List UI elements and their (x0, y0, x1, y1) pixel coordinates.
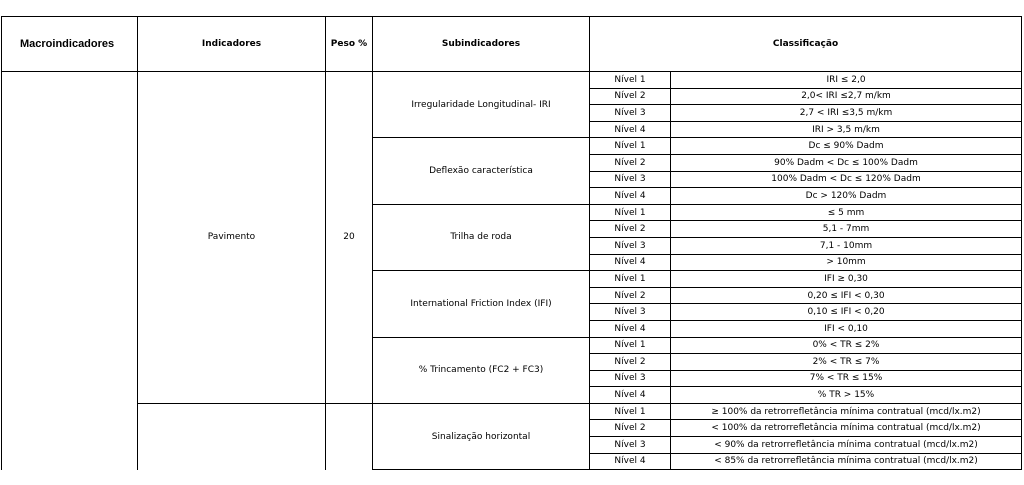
classificacao-cell: < 85% da retrorrefletância mínima contratual (mcd/lx.m2) (671, 453, 1022, 470)
classificacao-cell: 2,0< IRI ≤2,7 m/km (671, 88, 1022, 105)
nivel-cell: Nível 1 (590, 403, 671, 420)
header-peso: Peso % (326, 17, 373, 72)
classificacao-cell: 7% < TR ≤ 15% (671, 370, 1022, 387)
header-row (2, 17, 1022, 72)
header-subindicadores: Subindicadores (373, 17, 590, 72)
nivel-cell: Nível 3 (590, 171, 671, 188)
nivel-cell: Nível 4 (590, 320, 671, 337)
subindicador-cell: % Trincamento (FC2 + FC3) (373, 337, 590, 403)
macroindicador-cell (2, 72, 138, 470)
nivel-cell: Nível 3 (590, 105, 671, 122)
peso-cell: 20 (326, 72, 373, 404)
classificacao-cell: Dc > 120% Dadm (671, 188, 1022, 205)
indicador-cell (138, 403, 326, 469)
classificacao-cell: % TR > 15% (671, 387, 1022, 404)
nivel-cell: Nível 2 (590, 88, 671, 105)
nivel-cell: Nível 3 (590, 437, 671, 454)
nivel-cell: Nível 2 (590, 287, 671, 304)
classificacao-cell: > 10mm (671, 254, 1022, 271)
subindicador-cell: Irregularidade Longitudinal- IRI (373, 72, 590, 138)
classificacao-cell: 0,10 ≤ IFI < 0,20 (671, 304, 1022, 321)
classificacao-cell: 90% Dadm < Dc ≤ 100% Dadm (671, 154, 1022, 171)
nivel-cell: Nível 4 (590, 188, 671, 205)
classificacao-cell: < 90% da retrorrefletância mínima contratual (mcd/lx.m2) (671, 437, 1022, 454)
table-row (2, 403, 1022, 420)
nivel-cell: Nível 2 (590, 154, 671, 171)
table-body (2, 72, 1022, 470)
nivel-cell: Nível 4 (590, 254, 671, 271)
subindicador-cell: Trilha de roda (373, 204, 590, 270)
classificacao-cell: Dc ≤ 90% Dadm (671, 138, 1022, 155)
nivel-cell: Nível 2 (590, 354, 671, 371)
nivel-cell: Nível 4 (590, 121, 671, 138)
header-indicadores: Indicadores (138, 17, 326, 72)
classificacao-cell: ≤ 5 mm (671, 204, 1022, 221)
nivel-cell: Nível 1 (590, 138, 671, 155)
classificacao-cell: 2,7 < IRI ≤3,5 m/km (671, 105, 1022, 122)
nivel-cell: Nível 4 (590, 387, 671, 404)
nivel-cell: Nível 1 (590, 72, 671, 89)
nivel-cell: Nível 2 (590, 420, 671, 437)
subindicador-cell: Sinalização horizontal (373, 403, 590, 469)
nivel-cell: Nível 4 (590, 453, 671, 470)
header-classificacao: Classificação (590, 17, 1022, 72)
nivel-cell: Nível 1 (590, 204, 671, 221)
nivel-cell: Nível 2 (590, 221, 671, 238)
subindicador-cell: International Friction Index (IFI) (373, 271, 590, 337)
nivel-cell: Nível 1 (590, 271, 671, 288)
classificacao-cell: 0,20 ≤ IFI < 0,30 (671, 287, 1022, 304)
nivel-cell: Nível 3 (590, 304, 671, 321)
peso-cell (326, 403, 373, 469)
classificacao-cell: IRI ≤ 2,0 (671, 72, 1022, 89)
classificacao-cell: ≥ 100% da retrorrefletância mínima contratual (mcd/lx.m2) (671, 403, 1022, 420)
classificacao-cell: IFI ≥ 0,30 (671, 271, 1022, 288)
classification-table (1, 16, 1022, 470)
subindicador-cell: Deflexão característica (373, 138, 590, 204)
classificacao-cell: 7,1 - 10mm (671, 237, 1022, 254)
classificacao-cell: 0% < TR ≤ 2% (671, 337, 1022, 354)
classificacao-cell: < 100% da retrorrefletância mínima contratual (mcd/lx.m2) (671, 420, 1022, 437)
indicador-cell: Pavimento (138, 72, 326, 404)
classificacao-cell: IRI > 3,5 m/km (671, 121, 1022, 138)
classificacao-cell: 100% Dadm < Dc ≤ 120% Dadm (671, 171, 1022, 188)
header-macroindicadores: Macroindicadores (2, 17, 138, 72)
nivel-cell: Nível 3 (590, 237, 671, 254)
classificacao-cell: 5,1 - 7mm (671, 221, 1022, 238)
table-row (2, 72, 1022, 89)
classificacao-cell: 2% < TR ≤ 7% (671, 354, 1022, 371)
nivel-cell: Nível 1 (590, 337, 671, 354)
nivel-cell: Nível 3 (590, 370, 671, 387)
classificacao-cell: IFI < 0,10 (671, 320, 1022, 337)
